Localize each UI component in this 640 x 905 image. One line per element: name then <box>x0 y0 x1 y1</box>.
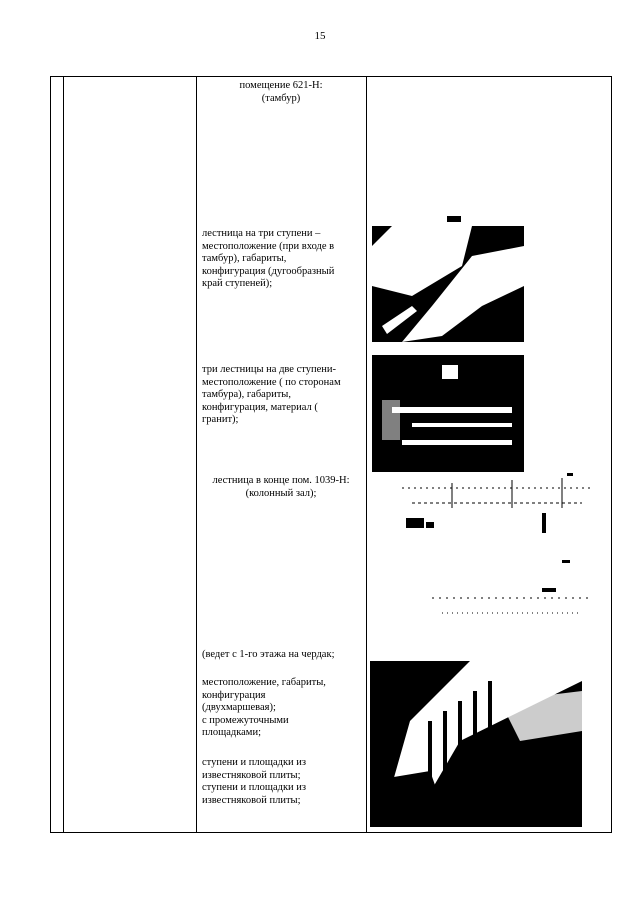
room-title <box>196 80 366 105</box>
page-number: 15 <box>314 30 326 42</box>
column-divider <box>196 77 197 832</box>
stair-location-line1: лестница в конце пом. 1039-Н: <box>212 475 350 486</box>
photo-marker <box>447 216 461 222</box>
feature-description-2: три лестницы на две ступени- местоположение ( по сторонам тамбура), габариты, конфигурация, материал ( гранит); <box>202 364 341 425</box>
stair-photo-1 <box>372 226 524 342</box>
staircase-route: (ведет с 1-го этажа на чердак; <box>202 649 335 660</box>
stair-location-line2: (колонный зал); <box>245 487 317 499</box>
column-divider <box>366 77 367 832</box>
stair-photo-2 <box>372 355 524 472</box>
architectural-drawing <box>392 468 608 648</box>
column-divider <box>63 77 64 832</box>
stair-location <box>196 475 366 500</box>
room-title-line2: (тамбур) <box>261 92 301 104</box>
feature-description-1: лестница на три ступени – местоположение (при входе в тамбур), габариты, конфигурация (дугообразный край ступеней); <box>202 228 335 289</box>
room-title-line1: помещение 621-Н: <box>239 80 323 91</box>
staircase-photo <box>370 661 582 827</box>
staircase-configuration: местоположение, габариты, конфигурация (двухмаршевая); с промежуточными площадками; <box>202 677 326 738</box>
staircase-material: ступени и площадки из известняковой плиты; ступени и площадки из известняковой плиты; <box>202 757 307 806</box>
